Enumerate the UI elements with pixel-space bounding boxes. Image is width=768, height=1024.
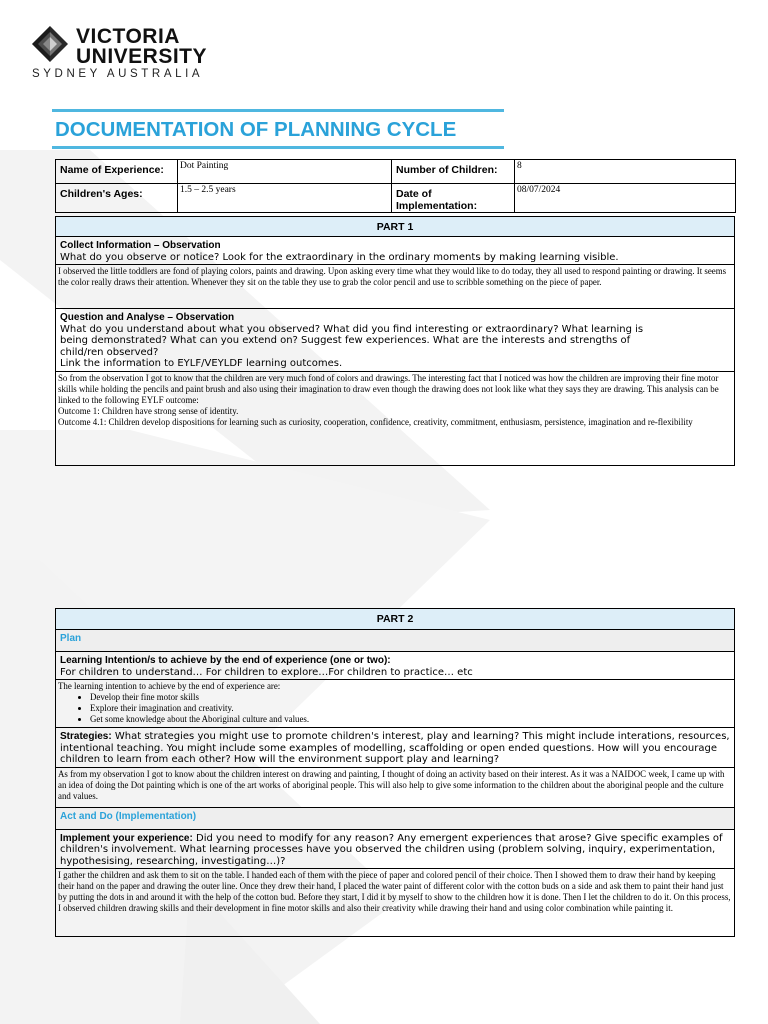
page-title: DOCUMENTATION OF PLANNING CYCLE [55, 118, 457, 141]
strategies-answer[interactable]: As from my observation I got to know about the children interest on drawing and painting, I thought of doing an activity based on their interest. As it was a NAIDOC week, I came up with an idea of doing the Dot painting which is one of the art works of aboriginal people. This will also help to give some information to the children about the aboriginal people and the culture and values. [56, 767, 735, 807]
question-analyse-line3: child/ren observed? [60, 346, 159, 358]
part2-header: PART 2 [56, 609, 735, 630]
plan-section-label: Plan [56, 630, 735, 652]
learning-intention-title: Learning Intention/s to achieve by the end of experience (one or two): [60, 655, 391, 666]
part1-table [55, 216, 735, 466]
logo-subtitle: SYDNEY AUSTRALIA [32, 68, 204, 80]
strategies-question: What strategies you might use to promote children's interest, play and learning? This might include interations, resources, intentional teaching. You might include some examples of modelling, scaffolding or open ended questions. How will you encourage children to learn from each other? How will the environment support play and learning? [60, 731, 730, 765]
diamond-logo-icon [30, 24, 70, 64]
list-item: • Explore their imagination and creativity. [90, 703, 732, 714]
act-and-do-section-label: Act and Do (Implementation) [56, 807, 735, 829]
logo-line2: UNIVERSITY [76, 45, 208, 68]
part1-header: PART 1 [56, 217, 735, 237]
learning-intention-intro: The learning intention to achieve by the end of experience are: [58, 681, 281, 691]
document-title-block [52, 109, 504, 149]
question-analyse-title: Question and Analyse – Observation [60, 312, 235, 323]
eylf-outcome-4-1: Outcome 4.1: Children develop dispositions for learning such as curiosity, cooperation, confidence, creativity, commitment, enthusiasm, persistence, imagination and re-flexibility [58, 416, 693, 427]
experience-info-table [55, 159, 736, 213]
date-of-implementation-field[interactable]: 08/07/2024 [515, 184, 736, 213]
eylf-outcome-1: Outcome 1: Children have strong sense of identity. [58, 405, 239, 416]
strategies-prompt [56, 728, 735, 768]
question-analyse-answer[interactable] [56, 371, 735, 465]
number-of-children-label: Number of Children: [392, 160, 515, 184]
university-logo [30, 24, 208, 80]
implement-question: Did you need to modify for any reason? Any emergent experiences that arose? Give specific examples of children's involvement. What learning processes have you observed the children using (problem solving, inquiry, experimentation, hypothesising, researching, investigating…)? [60, 832, 723, 867]
childrens-ages-label: Children's Ages: [56, 184, 178, 213]
collect-information-answer[interactable]: I observed the little toddlers are fond of playing colors, paints and drawing. Upon asking every time what they would like to do today, they all used to respond painting or drawing. It seems the color really draws their attention. Whenever they sit on the table they use to grab the color pencil and use to scribble something on the piece of paper. [56, 265, 735, 309]
learning-intention-answer[interactable] [56, 680, 735, 728]
implement-title: Implement your experience: [60, 832, 193, 844]
collect-information-prompt [56, 237, 735, 265]
learning-intention-prompt [56, 652, 735, 680]
name-of-experience-field[interactable]: Dot Painting [178, 160, 392, 184]
info-row-1 [56, 160, 736, 184]
list-item: • Get some knowledge about the Aboriginal culture and values. [90, 714, 732, 725]
collect-information-question: What do you observe or notice? Look for the extraordinary in the ordinary moments by making learning visible. [60, 251, 619, 263]
name-of-experience-label: Name of Experience: [56, 160, 178, 184]
learning-intention-question: For children to understand… For children to explore…For children to practice… etc [60, 666, 473, 678]
list-item: • Develop their fine motor skills [90, 692, 732, 703]
implement-answer[interactable]: I gather the children and ask them to sit on the table. I handed each of them with the piece of paper and colored pencil of their choice. Then I showed them to draw their hand by keeping their hand on the paper and drawing the outer line. Once they drew their hand, I placed the water paint of different color with the cotton buds on a side and ask them to paint their hand just by putting the dots in and around it with the help of the cotton bud. Before they start, I did it by myself to show to the children how it is done. Then I let the children to do it. On this process, I observed children drawing skills and their development in fine motor skills and also their creativity while drawing their hand and using color combination while painting it. [56, 869, 735, 937]
implement-prompt [56, 829, 735, 869]
question-analyse-line1: What do you understand about what you observed? What did you find interesting or extraordinary? What learning is [60, 323, 644, 335]
date-of-implementation-label: Date of Implementation: [392, 184, 515, 213]
logo-line1: VICTORIA [76, 25, 180, 48]
learning-intention-list [58, 692, 732, 725]
strategies-title: Strategies: [60, 731, 112, 742]
question-analyse-line4: Link the information to EYLF/VEYLDF learning outcomes. [60, 358, 343, 369]
question-analyse-prompt [56, 309, 735, 372]
childrens-ages-field[interactable]: 1.5 – 2.5 years [178, 184, 392, 213]
title-bottom-rule [52, 146, 504, 149]
part2-table [55, 608, 735, 937]
number-of-children-field[interactable]: 8 [515, 160, 736, 184]
question-analyse-answer-text: So from the observation I got to know that the children are very much fond of colors and drawings. The interesting fact that I noticed was how the children are improving their fine motor skills while holding the pencils and paint brush and also using their imagination to draw even though the drawing does not look like what they says they are drawing. This analysis can be linked to the following EYLF outcome: [58, 372, 719, 405]
info-row-2 [56, 184, 736, 213]
question-analyse-line2: being demonstrated? What can you extend on? Suggest few experiences. What are the interests and strengths of [60, 335, 631, 346]
collect-information-title: Collect Information – Observation [60, 240, 221, 251]
